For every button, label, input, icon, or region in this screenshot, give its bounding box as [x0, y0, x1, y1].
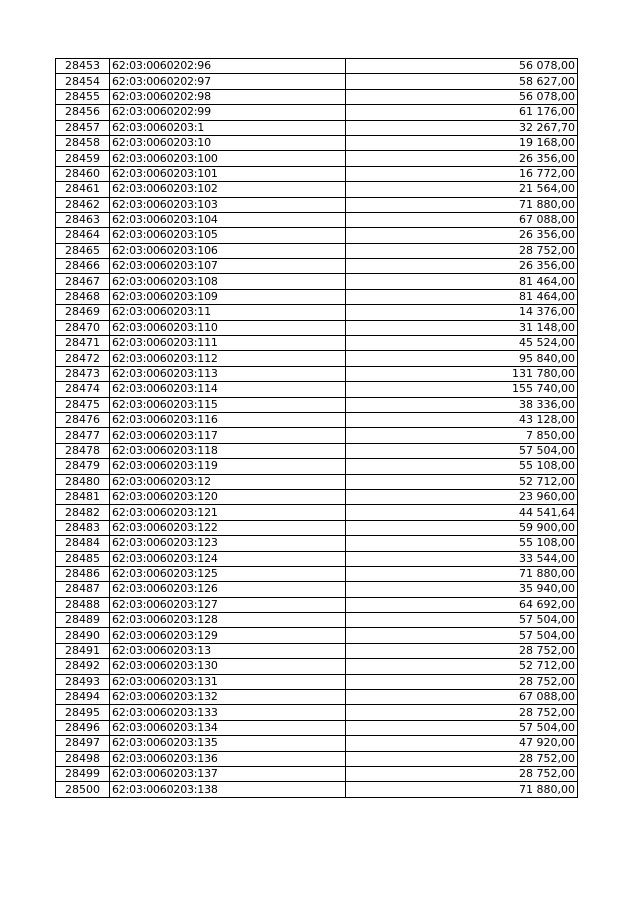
- cadastral-value-cell: 81 464,00: [346, 274, 578, 289]
- row-number-cell: 28461: [56, 182, 110, 197]
- row-number-cell: 28458: [56, 135, 110, 150]
- cadastral-number-cell: 62:03:0060203:103: [110, 197, 346, 212]
- cadastral-value-cell: 67 088,00: [346, 690, 578, 705]
- cadastral-value-cell: 28 752,00: [346, 766, 578, 781]
- cadastral-value-cell: 21 564,00: [346, 182, 578, 197]
- table-row: [56, 243, 578, 258]
- cadastral-number-cell: 62:03:0060203:138: [110, 782, 346, 797]
- row-number-cell: 28463: [56, 212, 110, 227]
- cadastral-value-cell: 28 752,00: [346, 243, 578, 258]
- cadastral-value-cell: 26 356,00: [346, 151, 578, 166]
- cadastral-number-cell: 62:03:0060203:111: [110, 336, 346, 351]
- cadastral-value-cell: 71 880,00: [346, 197, 578, 212]
- row-number-cell: 28484: [56, 536, 110, 551]
- cadastral-value-cell: 33 544,00: [346, 551, 578, 566]
- table-row: [56, 582, 578, 597]
- cadastral-value-cell: 28 752,00: [346, 751, 578, 766]
- row-number-cell: 28465: [56, 243, 110, 258]
- cadastral-number-cell: 62:03:0060203:113: [110, 366, 346, 381]
- cadastral-number-cell: 62:03:0060202:99: [110, 105, 346, 120]
- table-row: [56, 197, 578, 212]
- table-row: [56, 182, 578, 197]
- table-row: [56, 120, 578, 135]
- table-row: [56, 336, 578, 351]
- row-number-cell: 28500: [56, 782, 110, 797]
- table-row: [56, 551, 578, 566]
- cadastral-number-cell: 62:03:0060202:96: [110, 59, 346, 74]
- table-row: [56, 166, 578, 181]
- cadastral-value-cell: 56 078,00: [346, 59, 578, 74]
- cadastral-number-cell: 62:03:0060203:10: [110, 135, 346, 150]
- table-row: [56, 536, 578, 551]
- cadastral-number-cell: 62:03:0060202:97: [110, 74, 346, 89]
- cadastral-number-cell: 62:03:0060203:114: [110, 382, 346, 397]
- table-row: [56, 412, 578, 427]
- cadastral-number-cell: 62:03:0060203:128: [110, 613, 346, 628]
- cadastral-number-cell: 62:03:0060203:106: [110, 243, 346, 258]
- cadastral-value-cell: 67 088,00: [346, 212, 578, 227]
- table-row: [56, 628, 578, 643]
- cadastral-value-cell: 44 541,64: [346, 505, 578, 520]
- cadastral-number-cell: 62:03:0060203:12: [110, 474, 346, 489]
- row-number-cell: 28493: [56, 674, 110, 689]
- cadastral-number-cell: 62:03:0060203:130: [110, 659, 346, 674]
- table-row: [56, 459, 578, 474]
- cadastral-value-cell: 28 752,00: [346, 705, 578, 720]
- cadastral-number-cell: 62:03:0060203:120: [110, 489, 346, 504]
- cadastral-number-cell: 62:03:0060203:124: [110, 551, 346, 566]
- cadastral-value-cell: 43 128,00: [346, 412, 578, 427]
- row-number-cell: 28481: [56, 489, 110, 504]
- table-row: [56, 59, 578, 74]
- row-number-cell: 28467: [56, 274, 110, 289]
- cadastral-value-cell: 26 356,00: [346, 259, 578, 274]
- cadastral-number-cell: 62:03:0060203:110: [110, 320, 346, 335]
- cadastral-value-cell: 81 464,00: [346, 289, 578, 304]
- cadastral-value-cell: 52 712,00: [346, 474, 578, 489]
- table-row: [56, 366, 578, 381]
- row-number-cell: 28486: [56, 566, 110, 581]
- table-row: [56, 597, 578, 612]
- cadastral-value-cell: 28 752,00: [346, 674, 578, 689]
- row-number-cell: 28460: [56, 166, 110, 181]
- row-number-cell: 28459: [56, 151, 110, 166]
- cadastral-value-cell: 16 772,00: [346, 166, 578, 181]
- table-row: [56, 720, 578, 735]
- cadastral-value-cell: 71 880,00: [346, 782, 578, 797]
- table-row: [56, 674, 578, 689]
- table-row: [56, 351, 578, 366]
- cadastral-value-cell: 57 504,00: [346, 443, 578, 458]
- table-row: [56, 397, 578, 412]
- row-number-cell: 28454: [56, 74, 110, 89]
- row-number-cell: 28469: [56, 305, 110, 320]
- row-number-cell: 28456: [56, 105, 110, 120]
- cadastral-value-cell: 59 900,00: [346, 520, 578, 535]
- table-row: [56, 320, 578, 335]
- cadastral-value-cell: 155 740,00: [346, 382, 578, 397]
- row-number-cell: 28487: [56, 582, 110, 597]
- table-row: [56, 428, 578, 443]
- table-body: [56, 59, 578, 798]
- cadastral-number-cell: 62:03:0060203:125: [110, 566, 346, 581]
- row-number-cell: 28489: [56, 613, 110, 628]
- row-number-cell: 28494: [56, 690, 110, 705]
- cadastral-number-cell: 62:03:0060203:101: [110, 166, 346, 181]
- cadastral-number-cell: 62:03:0060203:121: [110, 505, 346, 520]
- table-row: [56, 690, 578, 705]
- table-row: [56, 736, 578, 751]
- cadastral-value-cell: 55 108,00: [346, 459, 578, 474]
- cadastral-number-cell: 62:03:0060203:129: [110, 628, 346, 643]
- row-number-cell: 28495: [56, 705, 110, 720]
- row-number-cell: 28482: [56, 505, 110, 520]
- table-row: [56, 89, 578, 104]
- cadastral-number-cell: 62:03:0060203:109: [110, 289, 346, 304]
- cadastral-value-cell: 57 504,00: [346, 613, 578, 628]
- cadastral-number-cell: 62:03:0060203:104: [110, 212, 346, 227]
- table-row: [56, 74, 578, 89]
- cadastral-number-cell: 62:03:0060203:123: [110, 536, 346, 551]
- table-row: [56, 274, 578, 289]
- cadastral-number-cell: 62:03:0060203:131: [110, 674, 346, 689]
- cadastral-value-cell: 32 267,70: [346, 120, 578, 135]
- cadastral-number-cell: 62:03:0060203:102: [110, 182, 346, 197]
- table-row: [56, 228, 578, 243]
- cadastral-number-cell: 62:03:0060203:132: [110, 690, 346, 705]
- table-row: [56, 505, 578, 520]
- row-number-cell: 28470: [56, 320, 110, 335]
- cadastral-number-cell: 62:03:0060203:107: [110, 259, 346, 274]
- row-number-cell: 28471: [56, 336, 110, 351]
- row-number-cell: 28490: [56, 628, 110, 643]
- cadastral-value-cell: 35 940,00: [346, 582, 578, 597]
- cadastral-value-cell: 58 627,00: [346, 74, 578, 89]
- table-row: [56, 613, 578, 628]
- row-number-cell: 28457: [56, 120, 110, 135]
- table-row: [56, 489, 578, 504]
- row-number-cell: 28466: [56, 259, 110, 274]
- table-row: [56, 259, 578, 274]
- cadastral-value-cell: 71 880,00: [346, 566, 578, 581]
- table-row: [56, 705, 578, 720]
- row-number-cell: 28480: [56, 474, 110, 489]
- row-number-cell: 28462: [56, 197, 110, 212]
- cadastral-number-cell: 62:03:0060203:118: [110, 443, 346, 458]
- cadastral-number-cell: 62:03:0060202:98: [110, 89, 346, 104]
- table-row: [56, 135, 578, 150]
- cadastral-value-cell: 57 504,00: [346, 628, 578, 643]
- row-number-cell: 28496: [56, 720, 110, 735]
- cadastral-value-table: [55, 58, 578, 798]
- cadastral-value-cell: 131 780,00: [346, 366, 578, 381]
- cadastral-number-cell: 62:03:0060203:127: [110, 597, 346, 612]
- cadastral-value-cell: 19 168,00: [346, 135, 578, 150]
- cadastral-value-cell: 61 176,00: [346, 105, 578, 120]
- table-row: [56, 443, 578, 458]
- row-number-cell: 28488: [56, 597, 110, 612]
- row-number-cell: 28453: [56, 59, 110, 74]
- cadastral-number-cell: 62:03:0060203:105: [110, 228, 346, 243]
- cadastral-value-cell: 7 850,00: [346, 428, 578, 443]
- row-number-cell: 28492: [56, 659, 110, 674]
- table-row: [56, 751, 578, 766]
- cadastral-number-cell: 62:03:0060203:1: [110, 120, 346, 135]
- cadastral-value-cell: 56 078,00: [346, 89, 578, 104]
- cadastral-number-cell: 62:03:0060203:112: [110, 351, 346, 366]
- row-number-cell: 28485: [56, 551, 110, 566]
- table-row: [56, 520, 578, 535]
- cadastral-number-cell: 62:03:0060203:119: [110, 459, 346, 474]
- cadastral-value-cell: 38 336,00: [346, 397, 578, 412]
- table-row: [56, 766, 578, 781]
- table-row: [56, 151, 578, 166]
- row-number-cell: 28473: [56, 366, 110, 381]
- row-number-cell: 28476: [56, 412, 110, 427]
- row-number-cell: 28491: [56, 643, 110, 658]
- row-number-cell: 28472: [56, 351, 110, 366]
- cadastral-number-cell: 62:03:0060203:136: [110, 751, 346, 766]
- cadastral-number-cell: 62:03:0060203:116: [110, 412, 346, 427]
- table-row: [56, 289, 578, 304]
- cadastral-value-cell: 95 840,00: [346, 351, 578, 366]
- cadastral-number-cell: 62:03:0060203:13: [110, 643, 346, 658]
- row-number-cell: 28498: [56, 751, 110, 766]
- cadastral-number-cell: 62:03:0060203:117: [110, 428, 346, 443]
- table-row: [56, 566, 578, 581]
- row-number-cell: 28474: [56, 382, 110, 397]
- row-number-cell: 28455: [56, 89, 110, 104]
- cadastral-value-cell: 14 376,00: [346, 305, 578, 320]
- cadastral-value-cell: 52 712,00: [346, 659, 578, 674]
- row-number-cell: 28464: [56, 228, 110, 243]
- row-number-cell: 28497: [56, 736, 110, 751]
- table-row: [56, 474, 578, 489]
- row-number-cell: 28468: [56, 289, 110, 304]
- cadastral-value-cell: 31 148,00: [346, 320, 578, 335]
- table-row: [56, 105, 578, 120]
- cadastral-value-cell: 64 692,00: [346, 597, 578, 612]
- row-number-cell: 28483: [56, 520, 110, 535]
- table-row: [56, 305, 578, 320]
- cadastral-value-cell: 26 356,00: [346, 228, 578, 243]
- cadastral-number-cell: 62:03:0060203:133: [110, 705, 346, 720]
- cadastral-number-cell: 62:03:0060203:126: [110, 582, 346, 597]
- cadastral-value-cell: 55 108,00: [346, 536, 578, 551]
- cadastral-number-cell: 62:03:0060203:122: [110, 520, 346, 535]
- cadastral-value-cell: 23 960,00: [346, 489, 578, 504]
- cadastral-value-cell: 45 524,00: [346, 336, 578, 351]
- table-row: [56, 382, 578, 397]
- cadastral-number-cell: 62:03:0060203:135: [110, 736, 346, 751]
- cadastral-value-cell: 57 504,00: [346, 720, 578, 735]
- row-number-cell: 28499: [56, 766, 110, 781]
- cadastral-number-cell: 62:03:0060203:108: [110, 274, 346, 289]
- row-number-cell: 28478: [56, 443, 110, 458]
- table-row: [56, 782, 578, 797]
- cadastral-value-cell: 47 920,00: [346, 736, 578, 751]
- table-row: [56, 643, 578, 658]
- table-row: [56, 212, 578, 227]
- cadastral-value-cell: 28 752,00: [346, 643, 578, 658]
- table-row: [56, 659, 578, 674]
- cadastral-number-cell: 62:03:0060203:100: [110, 151, 346, 166]
- cadastral-number-cell: 62:03:0060203:11: [110, 305, 346, 320]
- row-number-cell: 28475: [56, 397, 110, 412]
- row-number-cell: 28479: [56, 459, 110, 474]
- row-number-cell: 28477: [56, 428, 110, 443]
- cadastral-number-cell: 62:03:0060203:134: [110, 720, 346, 735]
- cadastral-number-cell: 62:03:0060203:137: [110, 766, 346, 781]
- cadastral-number-cell: 62:03:0060203:115: [110, 397, 346, 412]
